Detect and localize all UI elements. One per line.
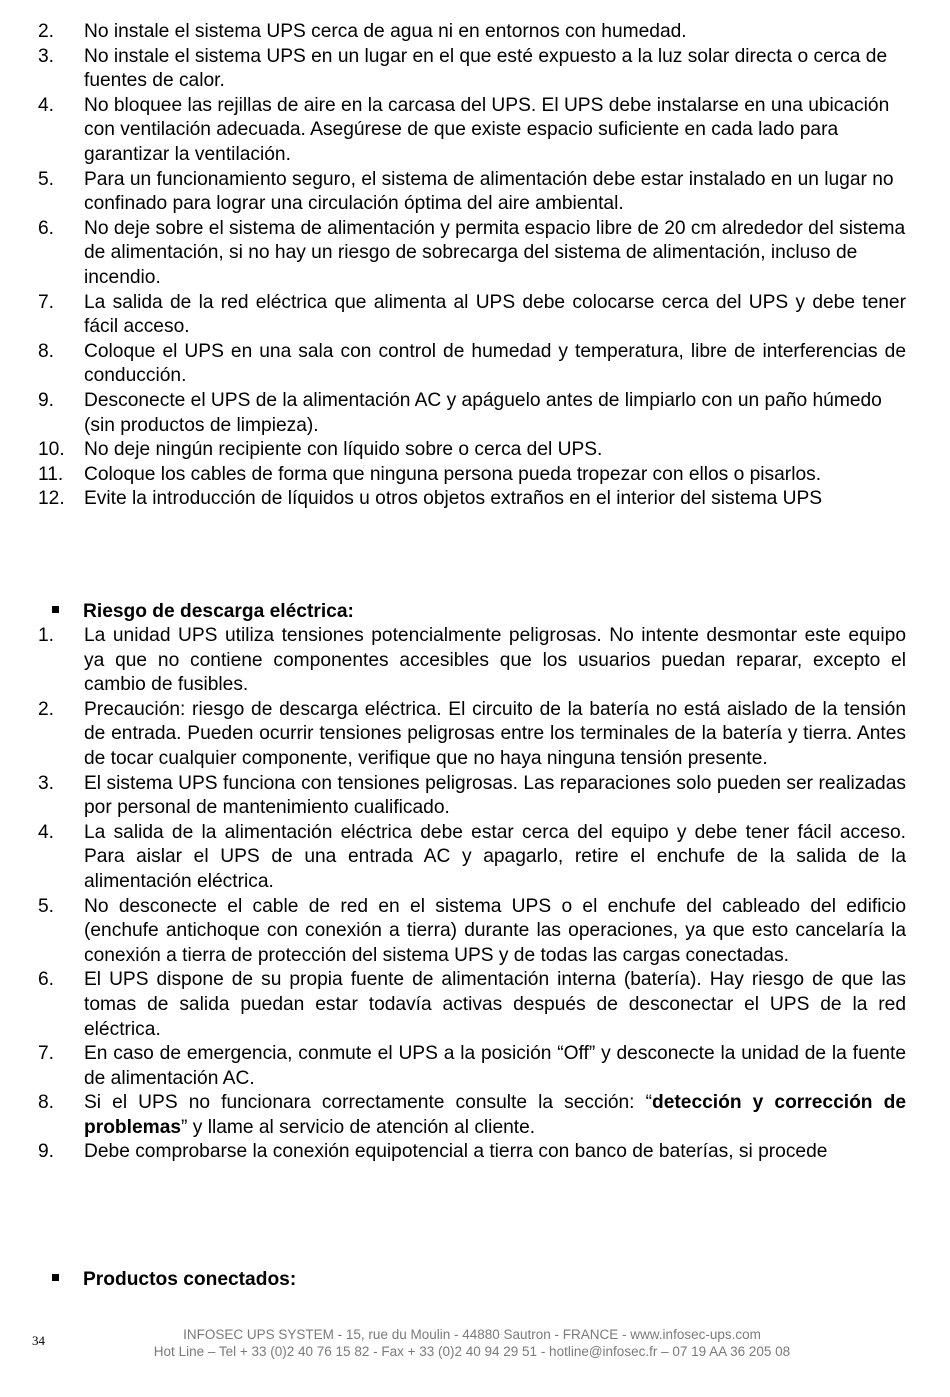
item-text-part: Si el UPS no funcionara correctamente consulte la sección: “ (84, 1092, 652, 1114)
item-text: No deje sobre el sistema de alimentación y permita espacio libre de 20 cm alrededor del sistema de alimentación, si no hay un riesgo de sobrecarga del sistema de alimentación, incluso de incendio. (84, 217, 906, 288)
list-item (38, 94, 906, 168)
item-text: El sistema UPS funciona con tensiones peligrosas. Las reparaciones solo pueden ser realizadas por personal de mantenimiento cualificado. (84, 772, 906, 819)
list-item (38, 624, 906, 698)
item-number: 9. (38, 389, 55, 411)
list-item (38, 168, 906, 217)
item-text: La unidad UPS utiliza tensiones potencialmente peligrosas. No intente desmontar este equipo ya que no contiene componentes accesibles que los usuarios puedan reparar, excepto el cambio de fusibles. (84, 625, 906, 696)
list-item (38, 895, 906, 969)
list-item (38, 1042, 906, 1091)
page-number: 34 (32, 1333, 45, 1348)
item-number: 9. (38, 1141, 55, 1163)
list-item (38, 389, 906, 438)
item-text: Evite la introducción de líquidos u otros objetos extraños en el interior del sistema UPS (84, 488, 823, 510)
list-item (38, 968, 906, 1042)
item-number: 1. (38, 625, 55, 646)
item-text: No instale el sistema UPS cerca de agua ni en entornos con humedad. (84, 21, 687, 42)
section-heading-electric-shock (52, 600, 354, 625)
item-text: La salida de la red eléctrica que alimenta al UPS debe colocarse cerca del UPS y debe tener fácil acceso. (84, 291, 906, 338)
list-item (38, 1140, 906, 1165)
list-item (38, 340, 906, 389)
square-bullet-icon (52, 1274, 59, 1281)
list-item (38, 698, 906, 772)
item-number: 6. (38, 969, 55, 991)
item-text: No desconecte el cable de red en el sistema UPS o el enchufe del cableado del edificio (enchufe antichoque con conexión a tierra) durante las operaciones, ya que esto cancelaría la conexión a tierra de protección del sistema UPS y de todas las cargas conectadas. (84, 895, 906, 966)
list-item (38, 438, 906, 463)
section-reference-bold: detección y corrección de problemas (84, 1092, 906, 1138)
footer-contact: Hot Line – Tel + 33 (0)2 40 76 15 82 - Fax + 33 (0)2 40 94 29 51 - hotline@infosec.fr – 07 19 AA 36 205 08 (153, 1344, 791, 1359)
list-item (38, 217, 906, 291)
footer-address: INFOSEC UPS SYSTEM - 15, rue du Moulin - 44880 Sautron - FRANCE - www.infosec-ups.com (183, 1327, 761, 1342)
item-number: 10. (38, 439, 65, 461)
item-number: 2. (38, 698, 55, 720)
item-number: 3. (38, 772, 55, 794)
list-item (38, 1091, 906, 1140)
list-item (38, 45, 906, 94)
item-text-part: ” y llame al servicio de atención al cliente. (181, 1116, 536, 1138)
item-number: 8. (38, 340, 55, 362)
item-text: El UPS dispone de su propia fuente de alimentación interna (batería). Hay riesgo de que las tomas de salida puedan estar todavía activas después de desconectar el UPS de la red eléctrica. (84, 969, 906, 1040)
list-item (38, 20, 906, 45)
list-item (38, 487, 906, 512)
electric-shock-list (38, 624, 906, 1165)
heading-text: Productos conectados: (83, 1269, 297, 1290)
section-heading-connected-products (52, 1268, 296, 1293)
item-number: 7. (38, 1043, 55, 1065)
item-number: 3. (38, 45, 55, 67)
item-text: Precaución: riesgo de descarga eléctrica. El circuito de la batería no está aislado de la tensión de entrada. Pueden ocurrir tensiones peligrosas entre los terminales de la batería y tierra. Antes de tocar cualquier componente, verifique que no haya ninguna tensión presente. (84, 698, 906, 769)
item-number: 2. (38, 21, 55, 42)
item-number: 5. (38, 168, 55, 190)
installation-precautions-list (38, 20, 906, 512)
item-text: No instale el sistema UPS en un lugar en el que esté expuesto a la luz solar directa o cerca de fuentes de calor. (84, 45, 888, 92)
item-number: 4. (38, 821, 55, 843)
item-number: 6. (38, 217, 55, 239)
item-text: Coloque el UPS en una sala con control de humedad y temperatura, libre de interferencias de conducción. (84, 340, 906, 387)
item-number: 12. (38, 488, 65, 510)
item-text: Coloque los cables de forma que ninguna persona pueda tropezar con ellos o pisarlos. (84, 463, 822, 485)
item-text (84, 1091, 906, 1140)
item-text: Desconecte el UPS de la alimentación AC y apáguelo antes de limpiarlo con un paño húmedo (sin productos de limpieza). (84, 389, 882, 436)
item-text: La salida de la alimentación eléctrica debe estar cerca del equipo y debe tener fácil acceso. Para aislar el UPS de una entrada AC y apagarlo, retire el enchufe de la salida de la alimentación eléctrica. (84, 821, 906, 892)
list-item (38, 772, 906, 821)
item-text: Para un funcionamiento seguro, el sistema de alimentación debe estar instalado en un lugar no confinado para lograr una circulación óptima del aire ambiental. (84, 168, 894, 215)
item-text: Debe comprobarse la conexión equipotencial a tierra con banco de baterías, si procede (84, 1141, 828, 1163)
item-text: En caso de emergencia, conmute el UPS a la posición “Off” y desconecte la unidad de la fuente de alimentación AC. (84, 1043, 906, 1089)
item-number: 11. (38, 463, 64, 485)
item-number: 7. (38, 291, 55, 313)
list-item (38, 821, 906, 895)
square-bullet-icon (52, 606, 59, 613)
item-number: 5. (38, 895, 55, 917)
item-text: No bloquee las rejillas de aire en la carcasa del UPS. El UPS debe instalarse en una ubicación con ventilación adecuada. Asegúrese de que existe espacio suficiente en cada lado para garantizar la ventilación. (84, 94, 890, 165)
heading-text: Riesgo de descarga eléctrica: (83, 601, 354, 622)
list-item (38, 291, 906, 340)
list-item (38, 463, 906, 488)
item-number: 4. (38, 94, 55, 116)
item-number: 8. (38, 1092, 55, 1114)
item-text: No deje ningún recipiente con líquido sobre o cerca del UPS. (84, 439, 603, 461)
